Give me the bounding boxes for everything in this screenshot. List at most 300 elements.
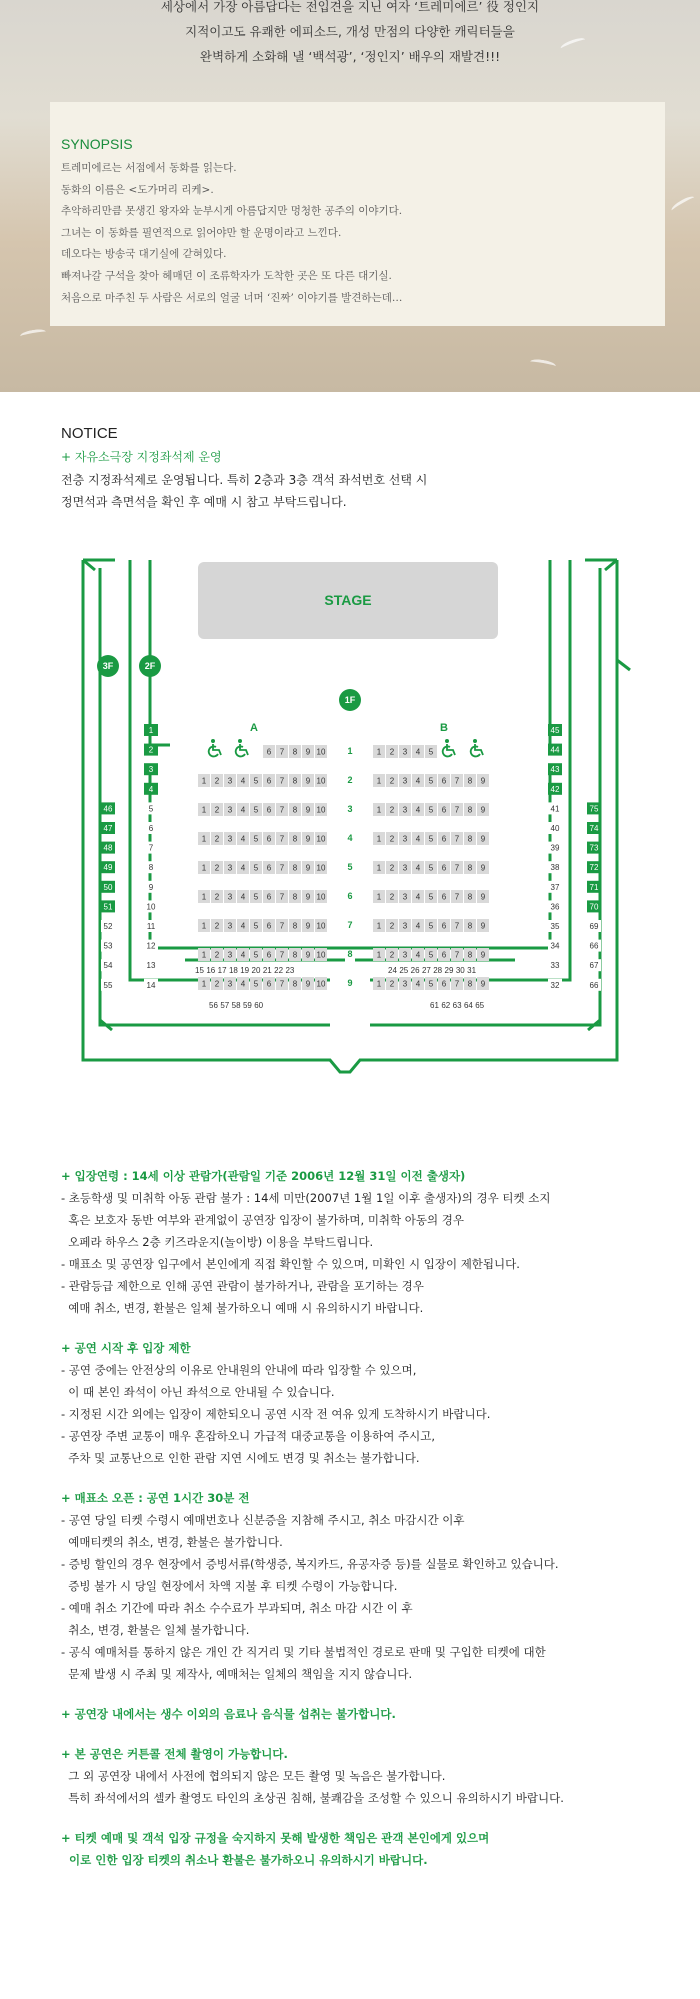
seat-1f-b: 4 (415, 834, 421, 844)
seat-1f-b: 8 (467, 834, 473, 844)
seat-1f-b: 2 (389, 776, 395, 786)
seat-2f-bottom-left: 23 (285, 966, 295, 975)
section-line: - 증빙 할인의 경우 현장에서 증빙서류(학생증, 복지카드, 유공자증 등)를 실물로 확인하고 있습니다. (61, 1557, 559, 1571)
seat-2f-bottom-right: 24 (388, 966, 397, 975)
seat-3f-right: 71 (589, 882, 599, 892)
seat-1f-a: 5 (253, 776, 259, 786)
section-line: - 초등학생 및 미취학 아동 관람 불가 : 14세 미만(2007년 1월 1일 이후 출생자)의 경우 티켓 소지 (61, 1191, 551, 1205)
seat-2f-bottom-left: 15 (195, 966, 204, 975)
seat-1f-b: 3 (402, 834, 408, 844)
seat-1f-b: 3 (402, 921, 408, 931)
seat-1f-b: 4 (415, 747, 421, 757)
row-label: 3 (347, 804, 353, 814)
seat-1f-a: 4 (240, 921, 246, 931)
seat-1f-a: 6 (266, 747, 272, 757)
seat-1f-a: 4 (240, 863, 246, 873)
seat-2f-bottom-left: 17 (217, 966, 227, 975)
seat-1f-a: 2 (214, 834, 220, 844)
seat-1f-a: 9 (305, 921, 311, 931)
seat-3f-left: 52 (103, 922, 113, 931)
seat-1f-a: 6 (266, 834, 272, 844)
seat-1f-b: 8 (467, 805, 473, 815)
seat-1f-a: 5 (253, 892, 259, 902)
seat-2f-left: 12 (146, 941, 156, 951)
seat-1f-a: 7 (279, 805, 285, 815)
seat-1f-b: 5 (428, 950, 434, 960)
seat-1f-a: 1 (201, 863, 207, 873)
section-line: 증빙 불가 시 당일 현장에서 차액 지불 후 티켓 수령이 가능합니다. (61, 1579, 398, 1593)
seat-2f-right: 44 (550, 745, 560, 755)
seat-1f-a: 4 (240, 805, 246, 815)
seat-1f-a: 3 (227, 892, 233, 902)
seat-1f-a: 3 (227, 863, 233, 873)
seat-3f-left: 53 (103, 941, 113, 951)
seat-1f-b: 5 (428, 863, 434, 873)
section-line: - 공연 당일 티켓 수령시 예매번호나 신분증을 지참해 주시고, 취소 마감시간 이후 (61, 1513, 465, 1527)
seat-1f-a: 3 (227, 776, 233, 786)
seat-2f-bottom-left: 19 (240, 966, 250, 975)
seat-1f-b: 5 (428, 921, 434, 931)
synopsis-line: 처음으로 마주친 두 사람은 서로의 얼굴 너머 ‘진짜’ 이야기를 발견하는데… (61, 291, 403, 304)
seat-1f-a: 4 (240, 979, 246, 989)
seat-1f-a: 10 (316, 805, 326, 815)
seat-1f-b: 7 (454, 921, 460, 931)
seat-1f-a: 10 (316, 892, 326, 902)
seat-2f-bottom-left: 20 (251, 966, 261, 975)
seat-1f-b: 7 (454, 805, 460, 815)
seat-1f-a: 1 (201, 921, 207, 931)
seat-2f-bottom-left: 22 (274, 966, 284, 975)
seat-2f-left: 7 (148, 843, 154, 853)
seat-2f-bottom-left: 21 (262, 966, 272, 975)
seat-3f-left: 47 (103, 824, 113, 833)
seat-1f-a: 6 (266, 979, 272, 989)
synopsis-lines (61, 158, 402, 309)
section-line: 문제 발생 시 주최 및 제작사, 예매처는 일체의 책임을 지지 않습니다. (61, 1667, 413, 1681)
seat-2f-bottom-right: 28 (433, 966, 443, 975)
synopsis-line: 추악하리만큼 못생긴 왕자와 눈부시게 아름답지만 멍청한 공주의 이야기다. (61, 205, 403, 218)
seat-1f-a: 5 (253, 805, 259, 815)
seat-2f-left: 2 (148, 745, 154, 755)
seat-1f-b: 3 (402, 950, 408, 960)
seat-2f-right: 42 (550, 784, 560, 794)
seat-1f-b: 5 (428, 979, 434, 989)
section-line: 그 외 공연장 내에서 사전에 협의되지 않은 모든 촬영 및 녹음은 불가합니다. (61, 1769, 446, 1783)
seat-1f-a: 2 (214, 950, 220, 960)
seat-1f-b: 6 (441, 805, 447, 815)
seat-1f-a: 6 (266, 921, 272, 931)
row-label: 7 (347, 920, 353, 930)
row-label: 1 (347, 746, 353, 756)
seat-1f-b: 2 (389, 979, 395, 989)
synopsis-box (50, 102, 665, 326)
seat-1f-b: 3 (402, 776, 408, 786)
seat-1f-b: 8 (467, 776, 473, 786)
seat-1f-b: 6 (441, 834, 447, 844)
seat-1f-b: 4 (415, 863, 421, 873)
seat-1f-a: 1 (201, 892, 207, 902)
seat-2f-left: 14 (146, 980, 156, 990)
seat-3f-right: 66 (589, 941, 599, 951)
section-heading: + 매표소 오픈 : 공연 1시간 30분 전 (61, 1491, 250, 1505)
seat-1f-a: 6 (266, 805, 272, 815)
seat-1f-b: 5 (428, 892, 434, 902)
row-label: 5 (347, 862, 353, 872)
seat-1f-a: 7 (279, 950, 285, 960)
seat-2f-bottom-left: 18 (228, 966, 238, 975)
seat-1f-a: 10 (316, 776, 326, 786)
seat-3f-bottom-right: 63 (452, 1001, 462, 1010)
wheelchair-icon (443, 739, 455, 756)
block-b-label: B (440, 722, 448, 734)
seat-1f-b: 4 (415, 950, 421, 960)
row-label: 6 (347, 891, 353, 901)
seat-1f-a: 8 (292, 979, 298, 989)
seat-1f-a: 8 (292, 747, 298, 757)
seat-2f-bottom-right: 26 (410, 966, 420, 975)
section-line: 오페라 하우스 2층 키즈라운지(놀이방) 이용을 부탁드립니다. (61, 1235, 374, 1249)
seat-1f-a: 4 (240, 834, 246, 844)
seat-1f-b: 1 (376, 892, 382, 902)
section-line: - 공연 중에는 안전상의 이유로 안내원의 안내에 따라 입장할 수 있으며, (61, 1363, 417, 1377)
seat-1f-b: 7 (454, 950, 460, 960)
seat-3f-bottom-right: 65 (475, 1001, 485, 1010)
seat-1f-b: 2 (389, 834, 395, 844)
seat-3f-bottom-right: 61 (430, 1001, 439, 1010)
seat-1f-a: 8 (292, 892, 298, 902)
seat-1f-b: 6 (441, 979, 447, 989)
seat-1f-b: 4 (415, 979, 421, 989)
notice-line: 정면석과 측면석을 확인 후 예매 시 참고 부탁드립니다. (61, 495, 347, 509)
seat-1f-b: 3 (402, 747, 408, 757)
seat-1f-b: 9 (480, 776, 486, 786)
seat-1f-b: 9 (480, 979, 486, 989)
seat-1f-b: 3 (402, 892, 408, 902)
synopsis-line: 데오다는 방송국 대기실에 갇혀있다. (61, 248, 227, 261)
seat-1f-b: 7 (454, 892, 460, 902)
seat-1f-b: 1 (376, 805, 382, 815)
seat-1f-b: 5 (428, 747, 434, 757)
seat-1f-b: 7 (454, 979, 460, 989)
seat-1f-a: 9 (305, 747, 311, 757)
seat-1f-a: 7 (279, 892, 285, 902)
seat-1f-b: 2 (389, 805, 395, 815)
seat-1f-a: 1 (201, 805, 207, 815)
seat-1f-a: 8 (292, 834, 298, 844)
seat-1f-a: 8 (292, 776, 298, 786)
intro-line: 지적이고도 유쾌한 에피소드, 개성 만점의 다양한 캐릭터들을 (185, 24, 515, 39)
seat-3f-bottom-left: 57 (220, 1001, 230, 1010)
row-label: 2 (347, 775, 353, 785)
seat-1f-a: 2 (214, 892, 220, 902)
seat-2f-left: 5 (148, 804, 154, 814)
seat-1f-b: 4 (415, 892, 421, 902)
seat-1f-b: 1 (376, 921, 382, 931)
seat-2f-left: 9 (148, 882, 154, 892)
seat-1f-a: 10 (316, 979, 326, 989)
section-line: 혹은 보호자 동반 여부와 관계없이 공연장 입장이 불가하며, 미취학 아동의 경우 (61, 1213, 465, 1227)
seat-1f-b: 9 (480, 892, 486, 902)
wheelchair-icon (209, 739, 221, 756)
seat-1f-a: 1 (201, 834, 207, 844)
seat-1f-a: 8 (292, 863, 298, 873)
seat-1f-a: 8 (292, 950, 298, 960)
section-heading-tail: 이로 인한 입장 티켓의 취소나 환불은 불가하오니 유의하시기 바랍니다. (61, 1853, 428, 1867)
bird-decoration (530, 358, 557, 370)
seat-1f-a: 1 (201, 776, 207, 786)
seat-1f-b: 8 (467, 921, 473, 931)
seat-3f-bottom-left: 58 (231, 1001, 241, 1010)
synopsis-title: SYNOPSIS (61, 136, 133, 152)
seat-1f-b: 8 (467, 950, 473, 960)
seat-1f-a: 7 (279, 834, 285, 844)
section-heading: + 공연장 내에서는 생수 이외의 음료나 음식물 섭취는 불가합니다. (61, 1707, 396, 1721)
seat-2f-left: 13 (146, 961, 156, 971)
section-line: - 관람등급 제한으로 인해 공연 관람이 불가하거나, 관람을 포기하는 경우 (61, 1279, 424, 1293)
seat-2f-right: 32 (550, 980, 560, 990)
notice-head: + 자유소극장 지정좌석제 운영 (61, 450, 222, 464)
seat-2f-left: 8 (148, 863, 154, 873)
seat-2f-left: 6 (148, 824, 154, 833)
seat-1f-a: 6 (266, 776, 272, 786)
floor-badge-3f: 3F (102, 661, 114, 671)
seat-1f-b: 9 (480, 921, 486, 931)
seat-2f-bottom-right: 27 (421, 966, 431, 975)
seat-3f-left: 46 (103, 804, 113, 814)
seat-1f-b: 9 (480, 863, 486, 873)
section-line: - 공연장 주변 교통이 매우 혼잡하오니 가급적 대중교통을 이용하여 주시고, (61, 1429, 435, 1443)
synopsis-line: 그녀는 이 동화를 필연적으로 읽어야만 할 운명이라고 느낀다. (61, 226, 342, 239)
seat-1f-a: 5 (253, 950, 259, 960)
seat-3f-left: 50 (103, 882, 113, 892)
seat-3f-left: 51 (103, 902, 113, 912)
seat-map (0, 540, 700, 1145)
seat-1f-a: 10 (316, 747, 326, 757)
seat-1f-a: 9 (305, 834, 311, 844)
seat-1f-a: 2 (214, 921, 220, 931)
section-line: - 지정된 시간 외에는 입장이 제한되오니 공연 시작 전 여유 있게 도착하시기 바랍니다. (61, 1407, 491, 1421)
seat-1f-a: 5 (253, 979, 259, 989)
seat-3f-right: 66 (589, 980, 599, 990)
seat-2f-bottom-right: 25 (399, 966, 409, 975)
seat-1f-b: 4 (415, 776, 421, 786)
seat-1f-a: 7 (279, 863, 285, 873)
seat-1f-b: 8 (467, 892, 473, 902)
seat-1f-b: 6 (441, 776, 447, 786)
intro-line: 세상에서 가장 아름답다는 전입견을 지닌 여자 ‘트레미에르’ 役 정인지 (160, 0, 540, 14)
seat-2f-right: 43 (550, 765, 560, 775)
section-line: - 예매 취소 기간에 따라 취소 수수료가 부과되며, 취소 마감 시간 이 후 (61, 1601, 413, 1615)
seat-1f-b: 6 (441, 950, 447, 960)
seat-2f-left: 10 (146, 902, 156, 912)
seat-1f-b: 4 (415, 805, 421, 815)
seat-1f-b: 3 (402, 979, 408, 989)
seat-2f-right: 35 (550, 922, 560, 931)
stage-label: STAGE (324, 592, 372, 608)
seat-1f-a: 7 (279, 979, 285, 989)
seat-2f-right: 45 (550, 726, 560, 735)
seat-1f-a: 2 (214, 776, 220, 786)
seat-1f-a: 8 (292, 805, 298, 815)
seat-3f-right: 72 (589, 863, 599, 873)
seat-1f-a: 2 (214, 805, 220, 815)
notice-body (61, 469, 427, 513)
floor-badge-1f: 1F (344, 695, 356, 705)
seat-1f-a: 4 (240, 776, 246, 786)
seat-1f-b: 2 (389, 950, 395, 960)
seat-1f-b: 1 (376, 979, 382, 989)
section-line: 이 때 본인 좌석이 아닌 좌석으로 안내될 수 있습니다. (61, 1385, 335, 1399)
seat-3f-bottom-left: 59 (242, 1001, 252, 1010)
seat-1f-b: 8 (467, 863, 473, 873)
seat-1f-a: 4 (240, 892, 246, 902)
seat-1f-a: 3 (227, 834, 233, 844)
bird-decoration (20, 328, 47, 340)
seat-2f-bottom-right: 30 (455, 966, 465, 975)
seat-2f-right: 34 (550, 941, 560, 951)
seat-1f-b: 7 (454, 776, 460, 786)
seat-1f-b: 5 (428, 805, 434, 815)
seat-2f-right: 38 (550, 863, 560, 873)
seat-3f-bottom-left: 56 (209, 1001, 218, 1010)
seat-1f-b: 3 (402, 805, 408, 815)
seat-1f-a: 7 (279, 921, 285, 931)
seat-1f-b: 1 (376, 747, 382, 757)
bird-decoration (670, 194, 697, 214)
seat-1f-a: 9 (305, 892, 311, 902)
section-line: 예매 취소, 변경, 환불은 일체 불가하오니 예매 시 유의하시기 바랍니다. (61, 1301, 424, 1315)
seat-1f-a: 1 (201, 950, 207, 960)
notice-title: NOTICE (61, 425, 118, 442)
notice-line: 전층 지정좌석제로 운영됩니다. 특히 2층과 3층 객석 좌석번호 선택 시 (61, 473, 428, 487)
seat-2f-left: 4 (148, 784, 154, 794)
door (617, 660, 630, 670)
seat-1f-b: 1 (376, 863, 382, 873)
seat-1f-a: 10 (316, 950, 326, 960)
seat-2f-left: 1 (148, 726, 154, 735)
seat-3f-left: 49 (103, 863, 113, 873)
seat-1f-b: 9 (480, 805, 486, 815)
section-line: 취소, 변경, 환불은 일체 불가합니다. (61, 1623, 250, 1637)
seat-3f-left: 48 (103, 843, 113, 853)
seat-2f-right: 33 (550, 961, 560, 971)
seat-1f-b: 1 (376, 950, 382, 960)
section-line: - 매표소 및 공연장 입구에서 본인에게 직접 확인할 수 있으며, 미확인 시 입장이 제한됩니다. (61, 1257, 520, 1271)
section-heading: + 공연 시작 후 입장 제한 (61, 1341, 191, 1355)
seat-3f-left: 55 (103, 980, 113, 990)
seat-1f-b: 8 (467, 979, 473, 989)
seat-1f-a: 3 (227, 921, 233, 931)
seat-3f-right: 70 (589, 902, 599, 912)
seat-2f-right: 40 (550, 824, 560, 833)
seat-1f-b: 9 (480, 834, 486, 844)
seat-1f-a: 1 (201, 979, 207, 989)
seat-2f-right: 37 (550, 882, 560, 892)
row-label: 4 (347, 833, 353, 843)
seat-1f-b: 1 (376, 834, 382, 844)
seat-1f-a: 8 (292, 921, 298, 931)
row-label: 9 (347, 978, 353, 988)
section-heading: + 본 공연은 커튼콜 전체 촬영이 가능합니다. (61, 1747, 288, 1761)
seat-2f-right: 41 (550, 804, 560, 814)
seat-1f-b: 5 (428, 834, 434, 844)
seat-1f-b: 7 (454, 863, 460, 873)
seat-1f-a: 2 (214, 863, 220, 873)
seat-1f-a: 9 (305, 950, 311, 960)
seat-1f-a: 4 (240, 950, 246, 960)
block-a-label: A (250, 722, 258, 734)
seat-1f-a: 9 (305, 776, 311, 786)
seat-1f-a: 10 (316, 834, 326, 844)
seat-1f-a: 3 (227, 805, 233, 815)
section-line: 주차 및 교통난으로 인한 관람 지연 시에도 변경 및 취소는 불가합니다. (61, 1451, 420, 1465)
seat-3f-right: 73 (589, 843, 599, 853)
seat-1f-a: 2 (214, 979, 220, 989)
row-label: 8 (347, 949, 353, 959)
seat-2f-left: 11 (146, 922, 156, 931)
section-line: - 공식 예매처를 통하지 않은 개인 간 직거리 및 기타 불법적인 경로로 판매 및 구입한 티켓에 대한 (61, 1645, 546, 1659)
seat-2f-bottom-left: 16 (206, 966, 216, 975)
seat-1f-a: 9 (305, 805, 311, 815)
seat-1f-b: 7 (454, 834, 460, 844)
seat-1f-a: 3 (227, 950, 233, 960)
seat-1f-a: 3 (227, 979, 233, 989)
synopsis-line: 동화의 이름은 <도가머리 리케>. (61, 183, 214, 196)
seat-3f-bottom-right: 64 (463, 1001, 473, 1010)
section-heading: + 티켓 예매 및 객석 입장 규정을 숙지하지 못해 발생한 책임은 관객 본인에게 있으며 (61, 1831, 490, 1845)
seat-3f-right: 75 (589, 804, 599, 814)
seat-1f-b: 5 (428, 776, 434, 786)
seat-1f-b: 3 (402, 863, 408, 873)
seat-3f-bottom-right: 62 (441, 1001, 451, 1010)
seat-1f-a: 5 (253, 863, 259, 873)
seat-3f-right: 69 (589, 922, 599, 931)
seat-1f-b: 2 (389, 863, 395, 873)
seat-1f-b: 2 (389, 921, 395, 931)
seat-2f-right: 39 (550, 843, 560, 853)
seat-1f-a: 6 (266, 950, 272, 960)
seat-1f-b: 6 (441, 892, 447, 902)
seat-1f-b: 6 (441, 921, 447, 931)
seat-1f-a: 9 (305, 979, 311, 989)
seat-1f-a: 7 (279, 776, 285, 786)
synopsis-line: 트레미에르는 서점에서 동화를 읽는다. (61, 162, 237, 174)
wheelchair-icon (236, 739, 248, 756)
seat-2f-right: 36 (550, 902, 560, 912)
seat-3f-right: 67 (589, 961, 599, 971)
seat-1f-a: 5 (253, 921, 259, 931)
wheelchair-icon (471, 739, 483, 756)
floor-badge-2f: 2F (144, 661, 156, 671)
intro-line: 완벽하게 소화해 낼 ‘백석광’, ‘정인지’ 배우의 재발견!!! (199, 49, 501, 64)
seat-3f-right: 74 (589, 824, 599, 833)
seat-1f-b: 2 (389, 747, 395, 757)
intro-text (0, 0, 700, 69)
seat-1f-a: 5 (253, 834, 259, 844)
seat-2f-bottom-right: 31 (467, 966, 477, 975)
seat-1f-a: 6 (266, 892, 272, 902)
section-line: 예매티켓의 취소, 변경, 환불은 불가합니다. (61, 1535, 283, 1549)
seat-1f-b: 4 (415, 921, 421, 931)
seat-1f-b: 1 (376, 776, 382, 786)
seat-1f-a: 7 (279, 747, 285, 757)
seat-1f-b: 6 (441, 863, 447, 873)
seat-1f-b: 9 (480, 950, 486, 960)
hero-banner (0, 0, 700, 392)
seat-1f-a: 9 (305, 863, 311, 873)
seat-1f-a: 10 (316, 863, 326, 873)
seat-1f-b: 2 (389, 892, 395, 902)
